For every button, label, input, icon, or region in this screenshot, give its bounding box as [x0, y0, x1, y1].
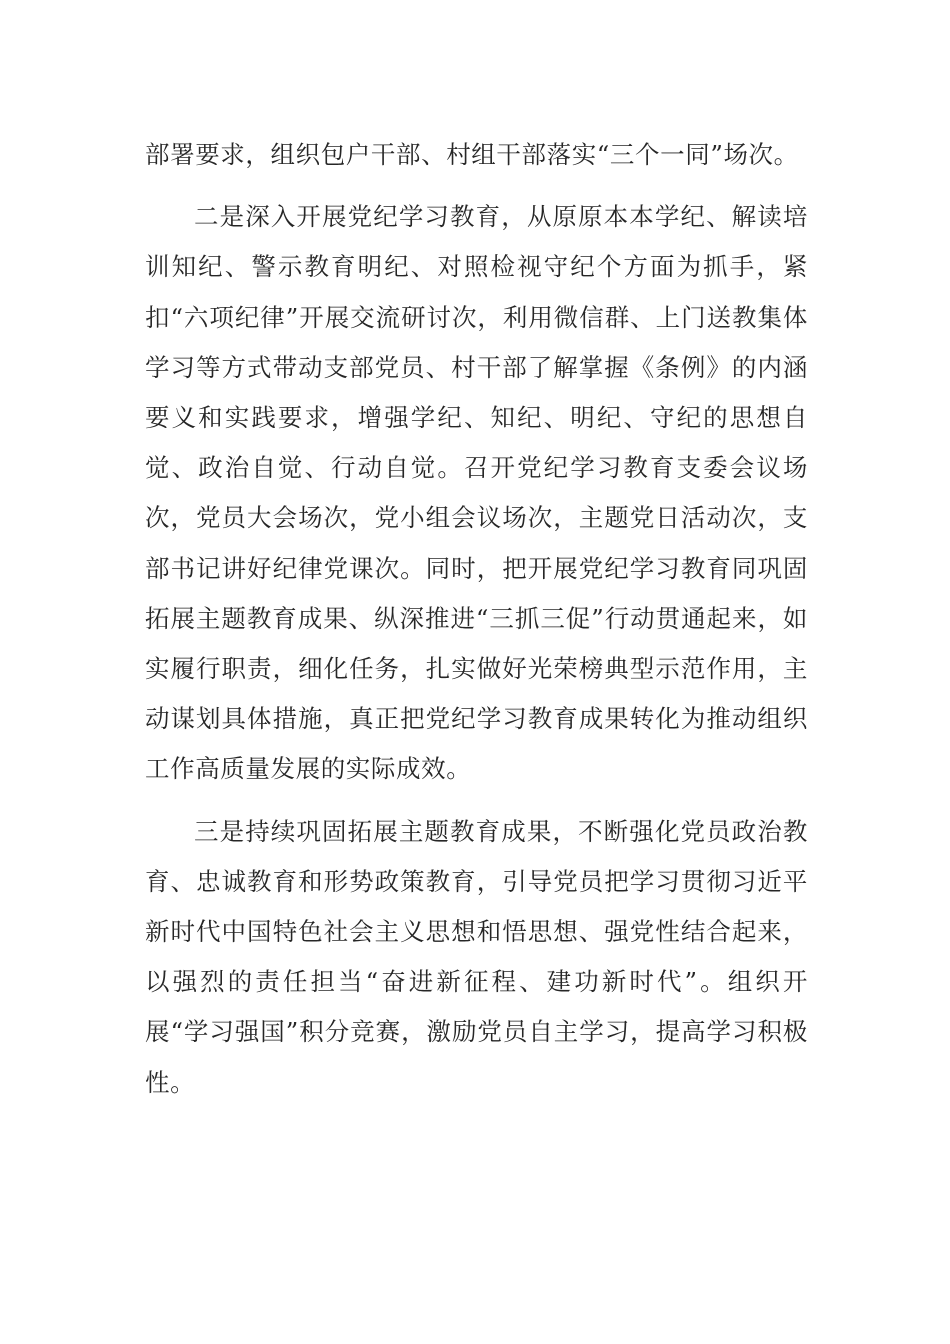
paragraph-theme-education-results: 三是持续巩固拓展主题教育成果，不断强化党员政治教育、忠诚教育和形势政策教育，引导党员把学习贯彻习近平新时代中国特色社会主义思想和悟思想、强党性结合起来，以强烈的责任担当“奋进新征程、建功新时代”。组织开展“学习强国”积分竞赛，激励党员自主学习，提高学习积极性。 [145, 816, 808, 1097]
paragraph-party-discipline-education: 二是深入开展党纪学习教育，从原原本本学纪、解读培训知纪、警示教育明纪、对照检视守纪个方面为抓手，紧扣“六项纪律”开展交流研讨次，利用微信群、上门送教集体学习等方式带动支部党员、村干部了解掌握《条例》的内涵要义和实践要求，增强学纪、知纪、明纪、守纪的思想自觉、政治自觉、行动自觉。召开党纪学习教育支委会议场次，党员大会场次，党小组会议场次，主题党日活动次，支部书记讲好纪律党课次。同时，把开展党纪学习教育同巩固拓展主题教育成果、纵深推进“三抓三促”行动贯通起来，如实履行职责，细化任务，扎实做好光荣榜典型示范作用，主动谋划具体措施，真正把党纪学习教育成果转化为推动组织工作高质量发展的实际成效。 [145, 202, 808, 784]
document-body [145, 130, 808, 1108]
paragraph-continuation: 部署要求，组织包户干部、村组干部落实“三个一同”场次。 [145, 140, 799, 169]
